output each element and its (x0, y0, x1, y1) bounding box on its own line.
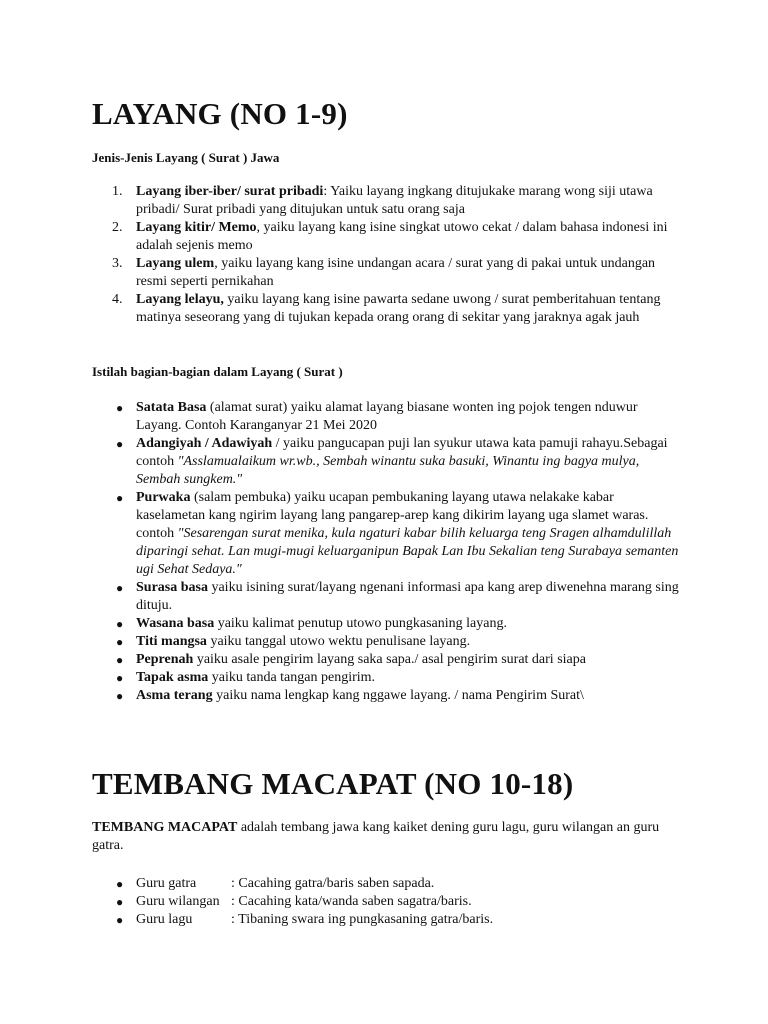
definition: yaiku tanggal utowo wektu penulisane layang. (206, 634, 471, 649)
list-item (92, 669, 682, 687)
list-item (92, 633, 682, 651)
example: "Asslamualaikum wr.wb., Sembah winantu suka basuki, Winantu ing bagya mulya, Sembah sungkem." (136, 454, 640, 487)
term: Purwaka (136, 490, 191, 505)
bullet-icon: ● (116, 617, 124, 631)
definition: , yaiku layang kang isine singkat utowo cekat / dalam bahasa indonesi ini adalah sejenis memo (136, 220, 668, 253)
definition: yaiku tanda tangan pengirim. (208, 670, 376, 685)
guru-name: Guru wilangan (136, 894, 220, 909)
definition: : Yaiku layang ingkang ditujukake marang wong siji utawa pribadi/ Surat pribadi yang ditujukan untuk satu orang saja (136, 184, 653, 217)
definition: adalah tembang jawa kang kaiket dening guru lagu, guru wilangan an guru gatra. (92, 820, 660, 853)
list-item (92, 651, 682, 669)
definition: / yaiku pangucapan puji lan syukur utawa kata pamuji rahayu.Sebagai contoh (136, 436, 668, 469)
example: "Sesarengan surat menika, kula ngaturi kabar bilih keluarga teng Sragen alhamdulillah diparingi sehat. Lan mugi-mugi keluarganipun Bapak Lan Ibu Sekalian teng Surabaya semanten ugi Sehat Sedaya." (136, 526, 679, 577)
list-item (92, 911, 682, 929)
term: TEMBANG MACAPAT (92, 820, 238, 835)
list-item (92, 687, 682, 705)
list-item (92, 615, 682, 633)
bullet-icon: ● (116, 437, 124, 451)
term: Layang lelayu, (136, 292, 224, 307)
term: Layang kitir/ Memo (136, 220, 257, 235)
guru-desc: : Cacahing gatra/baris saben sapada. (231, 876, 435, 891)
section-title-macapat: TEMBANG MACAPAT (NO 10-18) (92, 766, 574, 801)
bullet-icon: ● (116, 895, 124, 909)
guru-name: Guru lagu (136, 912, 193, 927)
term: Adangiyah / Adawiyah (136, 436, 273, 451)
list-item (92, 875, 682, 893)
layang-parts-list (92, 399, 682, 705)
definition: , yaiku layang kang isine undangan acara / surat yang di pakai untuk undangan resmi seperti pernikahan (136, 256, 656, 289)
guru-desc: : Cacahing kata/wanda saben sagatra/baris. (231, 894, 472, 909)
term: Satata Basa (136, 400, 207, 415)
bullet-icon: ● (116, 671, 124, 685)
definition: (salam pembuka) yaiku ucapan pembukaning layang utawa nelakake kabar kaselametan kang ngirim layang lang pangarep-arep kang dikirim layang uga slamet waras. contoh (136, 490, 649, 541)
layang-types-list (92, 183, 682, 327)
guru-list (92, 875, 682, 929)
list-item: 1. Layang iber-iber/ surat pribadi: Yaiku layang ingkang ditujukake marang wong siji utawa pribadi/ Surat pribadi yang ditujukan untuk satu orang saja (112, 184, 653, 217)
bullet-icon: ● (116, 653, 124, 667)
list-item: 2. Layang kitir/ Memo, yaiku layang kang isine singkat utowo cekat / dalam bahasa indonesi ini adalah sejenis memo (112, 220, 668, 253)
bullet-icon: ● (116, 877, 124, 891)
list-item: 4. Layang lelayu, yaiku layang kang isine pawarta sedane uwong / surat pemberitahuan tentang matinya seseorang yang di tujukan kepada orang orang di sekitar yang jaraknya agak jauh (112, 292, 661, 325)
section-title-layang: LAYANG (NO 1-9) (92, 96, 348, 131)
term: Titi mangsa (136, 634, 207, 649)
list-item (92, 435, 682, 489)
term: Layang iber-iber/ surat pribadi (136, 184, 324, 199)
definition: yaiku isining surat/layang ngenani informasi apa kang arep diwenehna marang sing dituju. (136, 580, 679, 613)
definition: yaiku asale pengirim layang saka sapa./ asal pengirim surat dari siapa (193, 652, 586, 667)
guru-desc: : Tibaning swara ing pungkasaning gatra/baris. (231, 912, 494, 927)
bullet-icon: ● (116, 401, 124, 415)
term: Surasa basa (136, 580, 208, 595)
bullet-icon: ● (116, 491, 124, 505)
term: Peprenah (136, 652, 194, 667)
list-item (92, 399, 682, 435)
definition: yaiku nama lengkap kang nggawe layang. / nama Pengirim Surat\ (212, 688, 584, 703)
term: Wasana basa (136, 616, 215, 631)
definition: yaiku kalimat penutup utowo pungkasaning layang. (214, 616, 507, 631)
definition: (alamat surat) yaiku alamat layang biasane wonten ing pojok tengen nduwur Layang. Contoh Karanganyar 21 Mei 2020 (136, 400, 638, 433)
guru-name: Guru gatra (136, 876, 197, 891)
bullet-icon: ● (116, 913, 124, 927)
list-item: 3. Layang ulem, yaiku layang kang isine undangan acara / surat yang di pakai untuk undangan resmi seperti pernikahan (112, 256, 656, 289)
list-item (92, 893, 682, 911)
list-item (92, 579, 682, 615)
term: Tapak asma (136, 670, 209, 685)
list-item (92, 489, 682, 579)
subtitle-istilah: Istilah bagian-bagian dalam Layang ( Surat ) (92, 364, 343, 379)
macapat-intro (92, 819, 682, 855)
subtitle-jenis-layang: Jenis-Jenis Layang ( Surat ) Jawa (92, 150, 280, 165)
bullet-icon: ● (116, 581, 124, 595)
term: Asma terang (136, 688, 213, 703)
bullet-icon: ● (116, 689, 124, 703)
term: Layang ulem (136, 256, 215, 271)
bullet-icon: ● (116, 635, 124, 649)
definition: yaiku layang kang isine pawarta sedane uwong / surat pemberitahuan tentang matinya seseorang yang di tujukan kepada orang orang di sekitar yang jaraknya agak jauh (136, 292, 661, 325)
